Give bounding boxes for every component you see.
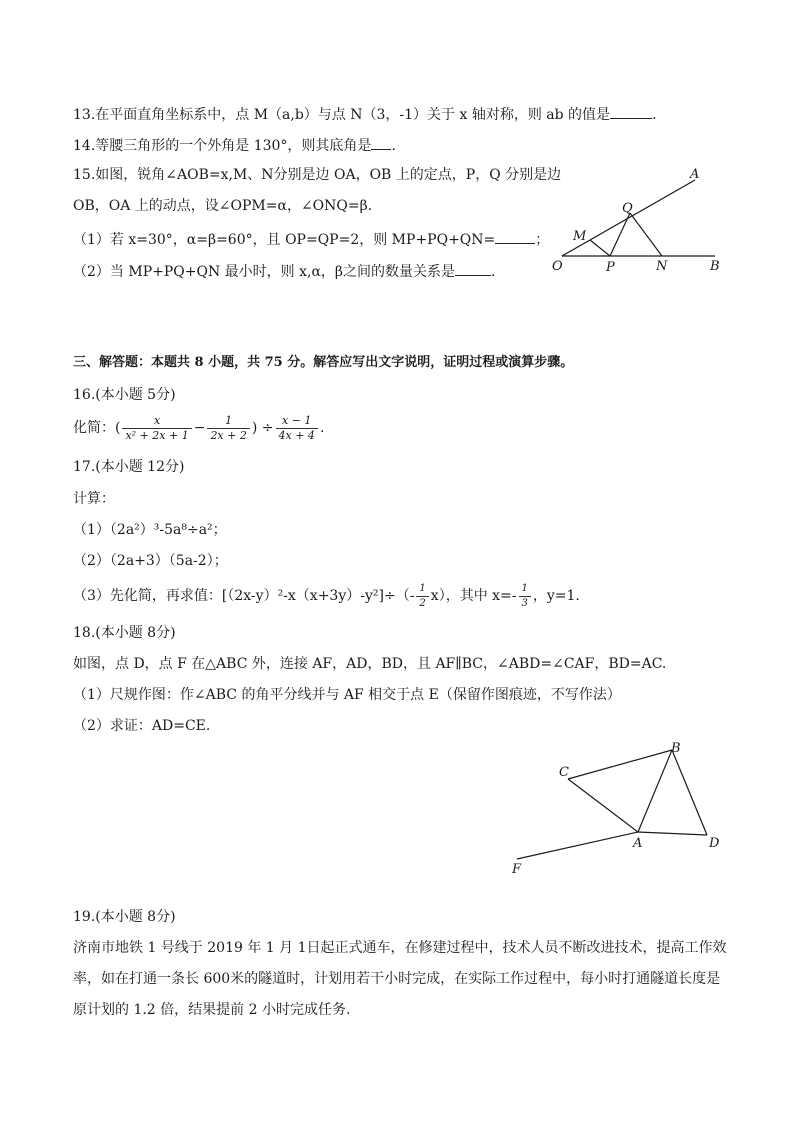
label-o: O [552,259,563,274]
answer-blank[interactable] [455,261,491,276]
question-15-line-2: OB，OA 上的动点，设∠OPM=α，∠ONQ=β. [73,198,373,214]
fraction-half-num: 1 [416,582,428,597]
question-15-part-2 [73,261,495,281]
question-19-title: 19.(本小题 8分) [73,909,176,925]
question-18-figure [505,735,735,880]
label-d: D [709,836,720,851]
segment-qn [630,213,662,256]
answer-blank[interactable] [610,104,652,119]
fraction-third-den: 3 [521,597,528,609]
label-f: F [512,862,522,877]
label-b: B [671,741,681,756]
segment-af [517,832,638,859]
fraction-third-num: 1 [519,582,531,597]
question-18-part-1: （1）尺规作图：作∠ABC 的角平分线并与 AF 相交于点 E（保留作图痕迹，不写作法） [73,687,621,703]
segment-pq [610,213,630,256]
label-n: N [656,259,668,274]
fraction-1-den: x² + 2x + 1 [125,428,189,442]
question-19-line-3: 原计划的 1.2 倍，结果提前 2 小时完成任务. [73,1002,351,1018]
section-heading: 三、解答题：本题共 8 小题，共 75 分。解答应写出文字说明，证明过程或演算步骤。 [73,355,574,370]
segment-ad [638,832,707,835]
question-13 [73,104,657,124]
part-3-text-b: x），其中 x=- [430,588,517,604]
fraction-3 [276,414,318,443]
part-3-text-a: （3）先化简，再求值：[（2x-y）²-x（x+3y）-y²]÷（- [73,588,415,604]
part-3-text-c: ，y=1. [532,588,580,604]
question-17-part-1: （1）（2a²）³-5a⁸÷a²； [73,522,227,538]
label-p: P [606,260,615,275]
segment-cb [568,750,672,779]
label-a: A [690,167,700,182]
fraction-1 [122,414,191,443]
question-17-intro: 计算： [73,491,115,507]
question-13-text: 13.在平面直角坐标系中，点 M（a,b）与点 N（3，-1）关于 x 轴对称，则 ab 的值是 [73,107,611,123]
question-13-tail: . [652,107,657,123]
question-17-part-2: （2）（2a+3）（5a-2）； [73,553,228,569]
fraction-3-num: x − 1 [276,414,318,429]
question-18-line-1: 如图，点 D，点 F 在△ABC 外，连接 AF，AD，BD，且 AF∥BC，∠ABD=∠CAF，BD=AC. [73,656,667,672]
answer-blank[interactable] [371,135,391,150]
question-19-line-2: 率，如在打通一条长 600米的隧道时，计划用若干小时完成，在实际工作过程中，每小时打通隧道长度是 [73,971,721,987]
question-15-line-1: 15.如图，锐角∠AOB=x,M、N分别是边 OA，OB 上的定点，P，Q 分别是边 [73,167,562,183]
fraction-1-num: x [122,414,191,429]
question-15-part-1-tail: ； [535,232,550,248]
fraction-third [519,582,531,611]
fraction-2-den: 2x + 2 [210,428,247,442]
label-a: A [633,836,643,851]
label-c: C [559,765,569,780]
question-19-line-1: 济南市地铁 1 号线于 2019 年 1 月 1日起正式通车，在修建过程中，技术人员不断改进技术，提高工作效 [73,940,727,956]
question-16-title: 16.(本小题 5分) [73,387,176,403]
segment-bd [672,750,707,835]
expr-minus: − [193,420,206,436]
question-14-tail: . [391,138,396,154]
question-14-text: 14.等腰三角形的一个外角是 130°，则其底角是 [73,138,372,154]
question-15-part-1 [73,229,549,249]
expr-divide: ) ÷ [251,420,274,436]
question-18-title: 18.(本小题 8分) [73,625,176,641]
fraction-2 [207,414,249,443]
fraction-2-num: 1 [207,414,249,429]
question-16-expression [73,410,324,446]
question-15-part-2-tail: . [491,264,496,280]
label-m: M [573,229,587,244]
label-b: B [710,259,720,274]
fraction-3-den: 4x + 4 [278,428,315,442]
segment-ca [568,779,638,832]
ray-oa [562,180,695,256]
label-q: Q [622,201,633,216]
question-17-title: 17.(本小题 12分) [73,459,185,475]
segment-ab [638,750,672,832]
question-15-figure [540,160,740,280]
question-15-part-2-text: （2）当 MP+PQ+QN 最小时，则 x,α，β之间的数量关系是 [73,264,455,280]
fraction-half-den: 2 [419,597,426,609]
fraction-half [416,582,428,611]
question-14 [73,135,396,155]
answer-blank[interactable] [495,229,535,244]
question-18-part-2: （2）求证：AD=CE. [73,718,211,734]
segment-mp [590,240,610,256]
expr-prefix: 化简：( [73,420,121,436]
question-15-part-1-text: （1）若 x=30°，α=β=60°，且 OP=QP=2，则 MP+PQ+QN= [73,232,496,248]
expr-end: . [319,420,325,436]
question-17-part-3 [73,578,580,614]
